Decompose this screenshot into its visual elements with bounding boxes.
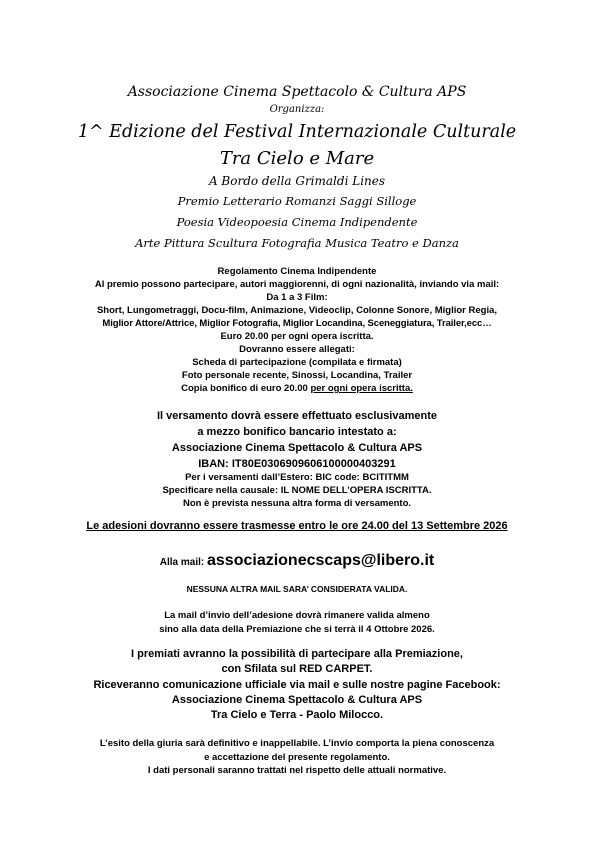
awards-line: Associazione Cinema Spettacolo & Cultura APS (171, 694, 423, 706)
attachment-item: Foto personale recente, Sinossi, Locandina, Trailer (181, 370, 413, 381)
regolamento-genres: Short, Lungometraggi, Docu-film, Animazione, Videoclip, Colonne Sonore, Miglior Regia, (96, 305, 498, 316)
category-line: Arte Pittura Scultura Fotografia Musica Teatro e Danza (135, 236, 459, 250)
attachment-item (0, 383, 594, 394)
attachments-heading: Dovranno essere allegati: (239, 344, 355, 355)
regolamento-intro: Al premio possono partecipare, autori maggiorenni, di ogni nazionalità, inviando via mail: (94, 279, 500, 290)
mail-validity: La mail d’invio dell’adesione dovrà rimanere valida almeno (164, 610, 430, 621)
awards-line: Riceveranno comunicazione ufficiale via mail e sulle nostre pagine Facebook: (93, 679, 501, 691)
footer-line: I dati personali saranno trattati nel rispetto delle attuali normative. (147, 765, 447, 776)
payment-line: Il versamento dovrà essere effettuato esclusivamente (156, 410, 437, 422)
organization-name: Associazione Cinema Spettacolo & Cultura APS (127, 84, 467, 100)
regolamento-film-count: Da 1 a 3 Film: (266, 292, 328, 303)
regolamento-heading: Regolamento Cinema Indipendente (217, 266, 377, 277)
footer-line: L’esito della giuria sarà definitivo e inappellabile. L’invio comporta la piena conoscenza (99, 738, 495, 749)
payment-note: Non è prevista nessuna altra forma di versamento. (182, 498, 412, 509)
organizes-label: Organizza: (269, 104, 325, 115)
festival-title-name: Tra Cielo e Mare (219, 148, 375, 169)
attachment-emphasis: per ogni opera iscritta. (310, 383, 413, 394)
awards-line: Tra Cielo e Terra - Paolo Milocco. (210, 709, 384, 721)
footer-line: e accettazione del presente regolamento. (204, 752, 390, 763)
category-line: Poesia Videopoesia Cinema Indipendente (176, 215, 418, 229)
category-line: Premio Letterario Romanzi Saggi Silloge (177, 194, 417, 208)
mail-validity: sino alla data della Premiazione che si terrà il 4 Ottobre 2026. (159, 624, 435, 635)
festival-subtitle: A Bordo della Grimaldi Lines (208, 174, 386, 188)
payment-line: a mezzo bonifico bancario intestato a: (197, 426, 397, 438)
regolamento-genres: Miglior Attore/Attrice, Miglior Fotografia, Miglior Locandina, Sceneggiatura, Trailer,ecc… (102, 318, 492, 329)
festival-title: 1^ Edizione del Festival Internazionale Culturale (77, 122, 517, 142)
payment-bic: Per i versamenti dall’Estero: BIC code: BCITITMM (185, 472, 409, 483)
attachment-item: Scheda di partecipazione (compilata e firmata) (192, 357, 402, 368)
deadline-notice: Le adesioni dovranno essere trasmesse entro le ore 24.00 del 13 Settembre 2026 (86, 520, 508, 532)
awards-line: con Sfilata sul RED CARPET. (221, 663, 373, 675)
payment-causale: Specificare nella causale: IL NOME DELL’OPERA ISCRITTA. (162, 485, 432, 496)
payment-iban: IBAN: IT80E0306909606100000403291 (198, 458, 396, 470)
mail-label: Alla mail: (159, 557, 207, 568)
awards-line: I premiati avranno la possibilità di partecipare alla Premiazione, (131, 648, 463, 660)
regolamento-fee: Euro 20.00 per ogni opera iscritta. (220, 331, 374, 342)
mail-address: associazionecscaps@libero.it (207, 552, 435, 569)
attachment-text: Copia bonifico di euro 20.00 (181, 383, 311, 394)
mail-warning: NESSUNA ALTRA MAIL SARA’ CONSIDERATA VALIDA. (186, 584, 408, 594)
payment-beneficiary: Associazione Cinema Spettacolo & Cultura APS (171, 442, 423, 454)
mail-line (0, 552, 594, 570)
